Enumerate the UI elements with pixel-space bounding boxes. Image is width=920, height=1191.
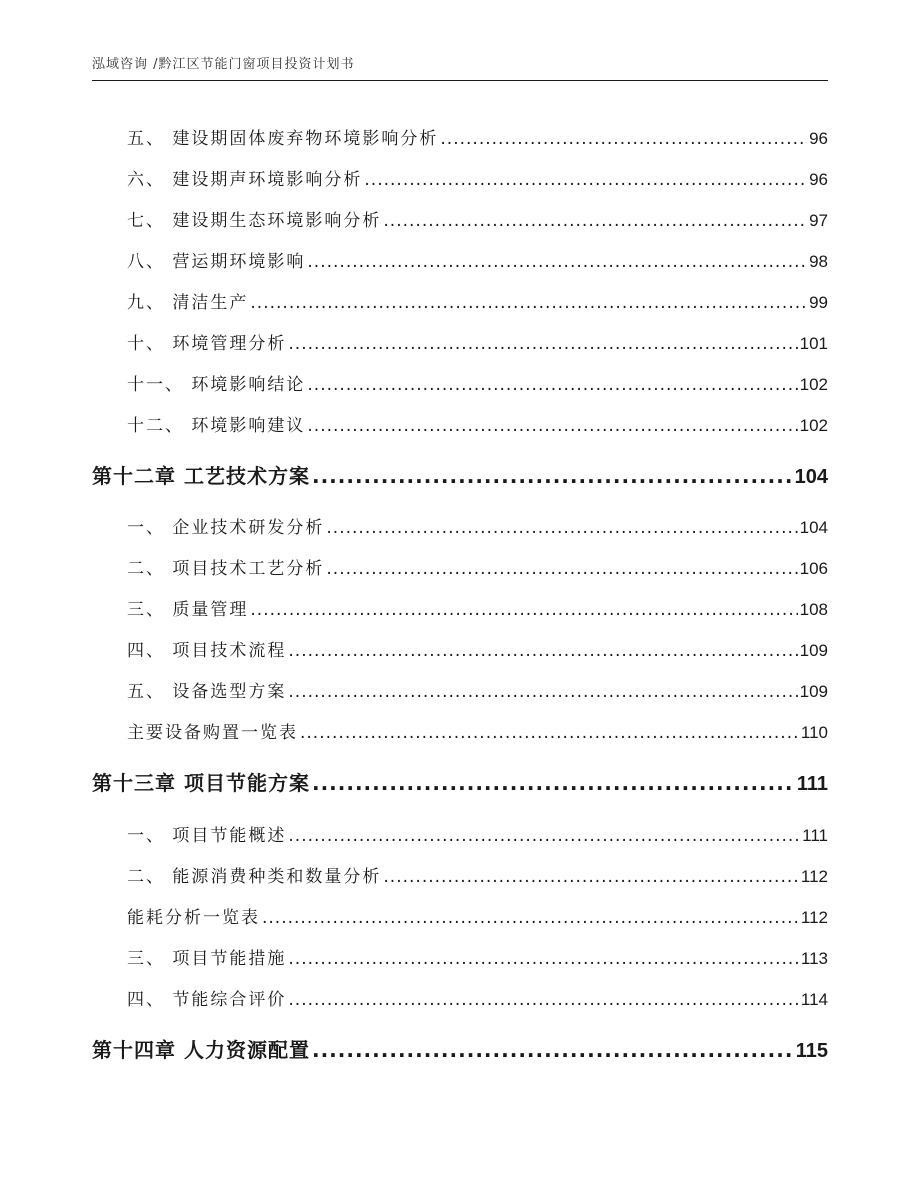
toc-dot-leader <box>307 252 807 272</box>
toc-entry[interactable] <box>127 329 828 354</box>
toc-entry-label: 主要设备购置一览表 <box>127 723 298 743</box>
toc-entry[interactable] <box>127 862 828 887</box>
toc-entry[interactable] <box>127 247 828 272</box>
toc-page-number: 109 <box>799 641 828 660</box>
toc-entry-label: 一、 项目节能概述 <box>127 826 287 846</box>
toc-entry[interactable] <box>127 903 828 928</box>
toc-page-number: 104 <box>799 518 828 537</box>
header-divider <box>92 80 828 81</box>
toc-page-number: 110 <box>800 723 828 742</box>
toc-dot-leader <box>250 600 797 620</box>
toc-entry[interactable] <box>127 206 828 231</box>
toc-entry[interactable] <box>127 677 828 702</box>
toc-dot-leader <box>250 293 807 313</box>
toc-page-number: 115 <box>795 1040 828 1062</box>
toc-entry-label: 五、 设备选型方案 <box>127 682 287 702</box>
toc-dot-leader <box>383 211 807 231</box>
toc-entry[interactable] <box>127 821 828 846</box>
toc-dot-leader <box>326 518 797 538</box>
toc-entry-label: 能耗分析一览表 <box>127 908 260 928</box>
toc-page-number: 96 <box>809 129 828 148</box>
toc-dot-leader <box>288 682 797 702</box>
toc-entry[interactable] <box>127 944 828 969</box>
toc-entry-label: 十二、 环境影响建议 <box>127 416 306 436</box>
toc-entry[interactable] <box>127 554 828 579</box>
toc-page-number: 112 <box>800 908 828 927</box>
toc-page-number: 101 <box>799 334 828 353</box>
toc-page-number: 106 <box>799 559 828 578</box>
toc-page-number: 114 <box>800 990 828 1009</box>
toc-dot-leader <box>312 771 795 795</box>
document-header: 泓域咨询 /黔江区节能门窗项目投资计划书 <box>92 57 355 72</box>
toc-page-number: 109 <box>799 682 828 701</box>
toc-dot-leader <box>307 416 797 436</box>
toc-dot-leader <box>312 1038 794 1062</box>
toc-chapter-entry[interactable] <box>92 767 828 796</box>
toc-entry[interactable] <box>127 288 828 313</box>
toc-entry-label: 二、 项目技术工艺分析 <box>127 559 325 579</box>
toc-dot-leader <box>364 170 807 190</box>
toc-page-number: 111 <box>802 826 828 845</box>
toc-page-number: 108 <box>799 600 828 619</box>
toc-page-number: 112 <box>800 867 828 886</box>
toc-chapter-label: 第十二章 工艺技术方案 <box>92 464 310 488</box>
toc-entry-label: 十一、 环境影响结论 <box>127 375 306 395</box>
toc-entry-label: 二、 能源消费种类和数量分析 <box>127 867 382 887</box>
toc-dot-leader <box>262 908 799 928</box>
toc-dot-leader <box>288 990 798 1010</box>
toc-entry-label: 四、 项目技术流程 <box>127 641 287 661</box>
toc-dot-leader <box>383 867 798 887</box>
toc-entry[interactable] <box>127 124 828 149</box>
toc-entry-label: 一、 企业技术研发分析 <box>127 518 325 538</box>
toc-entry[interactable] <box>127 411 828 436</box>
toc-entry-label: 三、 项目节能措施 <box>127 949 287 969</box>
toc-entry[interactable] <box>127 985 828 1010</box>
toc-entry-label: 八、 营运期环境影响 <box>127 252 306 272</box>
toc-entry-label: 四、 节能综合评价 <box>127 990 287 1010</box>
toc-entry[interactable] <box>127 165 828 190</box>
toc-page-number: 113 <box>800 949 828 968</box>
toc-entry-label: 九、 清洁生产 <box>127 293 249 313</box>
toc-page-number: 98 <box>809 252 828 271</box>
toc-page-number: 104 <box>794 466 828 488</box>
toc-chapter-label: 第十三章 项目节能方案 <box>92 771 310 795</box>
toc-chapter-entry[interactable] <box>92 1034 828 1063</box>
toc-entry-label: 十、 环境管理分析 <box>127 334 287 354</box>
toc-dot-leader <box>288 334 797 354</box>
toc-page-number: 111 <box>796 773 828 795</box>
toc-page-number: 102 <box>799 375 828 394</box>
toc-page-number: 102 <box>799 416 828 435</box>
toc-entry-label: 三、 质量管理 <box>127 600 249 620</box>
toc-entry[interactable] <box>127 595 828 620</box>
toc-dot-leader <box>288 641 797 661</box>
toc-dot-leader <box>288 949 798 969</box>
toc-dot-leader <box>288 826 800 846</box>
toc-entry[interactable] <box>127 636 828 661</box>
toc-dot-leader <box>312 464 793 488</box>
toc-entry[interactable] <box>127 370 828 395</box>
toc-entry-label: 六、 建设期声环境影响分析 <box>127 170 363 190</box>
toc-entry[interactable] <box>127 513 828 538</box>
toc-entry-label: 七、 建设期生态环境影响分析 <box>127 211 382 231</box>
toc-entry[interactable] <box>127 718 828 743</box>
toc-dot-leader <box>307 375 797 395</box>
toc-entry-label: 五、 建设期固体废弃物环境影响分析 <box>127 129 439 149</box>
toc-page-number: 99 <box>809 293 828 312</box>
toc-chapter-entry[interactable] <box>92 460 828 489</box>
toc-chapter-label: 第十四章 人力资源配置 <box>92 1038 310 1062</box>
toc-dot-leader <box>300 723 799 743</box>
toc-page-number: 97 <box>809 211 828 230</box>
toc-dot-leader <box>326 559 797 579</box>
toc-page-number: 96 <box>809 170 828 189</box>
toc-dot-leader <box>440 129 807 149</box>
